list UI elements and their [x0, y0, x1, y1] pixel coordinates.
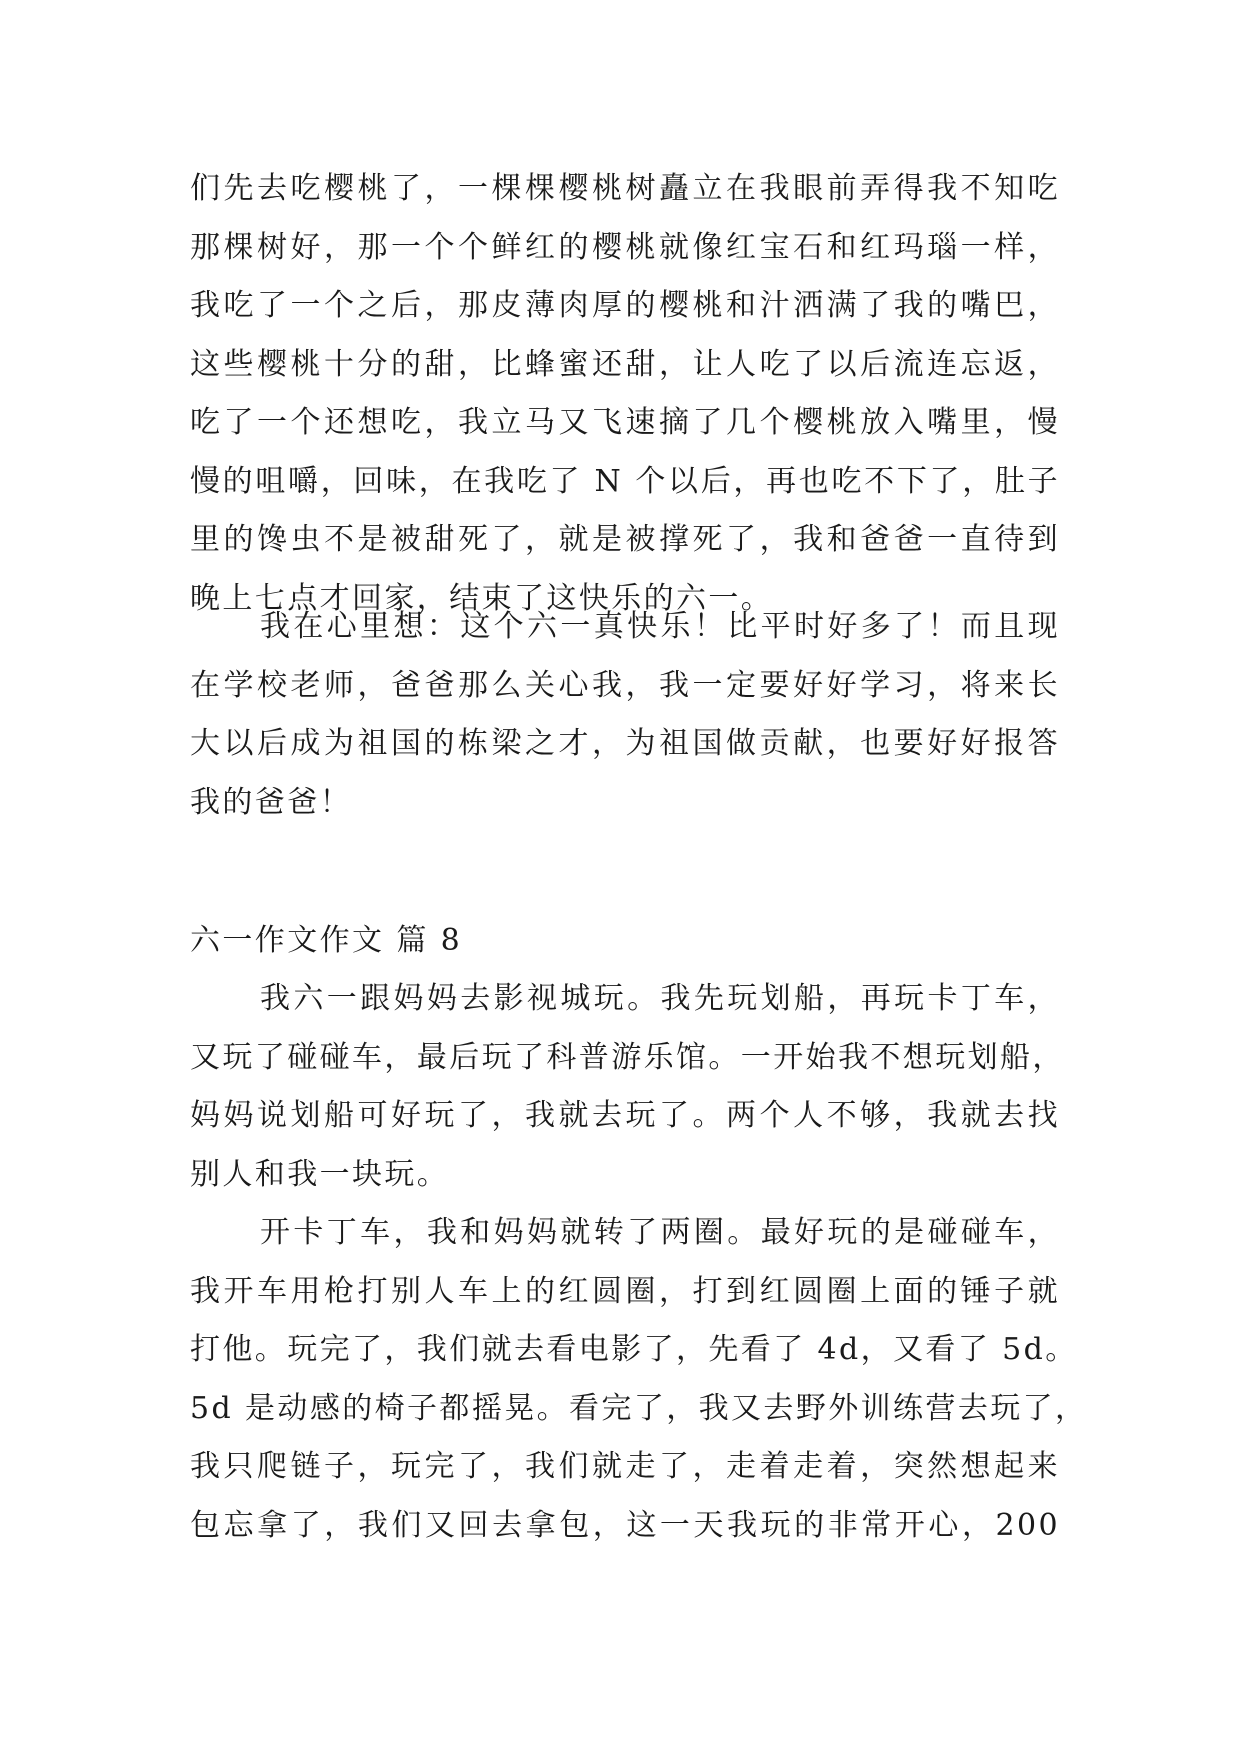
essay-paragraph: [190, 970, 1065, 1204]
essay-paragraph: [190, 1204, 1088, 1555]
paragraph-line: 我只爬链子，玩完了，我们就走了，走着走着，突然想起来: [190, 1449, 1060, 1484]
paragraph-line: 那棵树好，那一个个鲜红的樱桃就像红宝石和红玛瑙一样，: [190, 229, 1060, 265]
section-heading: 六一作文作文 篇 8: [190, 923, 463, 958]
paragraph-line: 别人和我一块玩。: [190, 1156, 450, 1192]
paragraph-line: 大以后成为祖国的栋梁之才，为祖国做贡献，也要好好报答: [190, 726, 1060, 761]
paragraph-line: 我的爸爸！: [190, 784, 352, 820]
paragraph-line: 晚上七点才回家，结束了这快乐的六一。: [190, 580, 774, 616]
paragraph-line: 包忘拿了，我们又回去拿包，这一天我玩的非常开心，200: [190, 1507, 1060, 1543]
paragraph-line: 里的馋虫不是被甜死了，就是被撑死了，我和爸爸一直待到: [190, 522, 1060, 557]
paragraph-line: 又玩了碰碰车，最后玩了科普游乐馆。一开始我不想玩划船，: [190, 1039, 1065, 1075]
paragraph-line: 这些樱桃十分的甜，比蜂蜜还甜，让人吃了以后流连忘返，: [190, 346, 1060, 382]
paragraph-line: 妈妈说划船可好玩了，我就去玩了。两个人不够，我就去找: [190, 1098, 1060, 1133]
paragraph-line: 5d 是动感的椅子都摇晃。看完了，我又去野外训练营去玩了，: [190, 1390, 1088, 1426]
paragraph-line: 我六一跟妈妈去影视城玩。我先玩划船，再玩卡丁车，: [260, 981, 1060, 1016]
paragraph-line: 在学校老师，爸爸那么关心我，我一定要好好学习，将来长: [190, 667, 1060, 703]
paragraph-line: 我吃了一个之后，那皮薄肉厚的樱桃和汁洒满了我的嘴巴，: [190, 288, 1060, 323]
paragraph-line: 开卡丁车，我和妈妈就转了两圈。最好玩的是碰碰车，: [260, 1215, 1060, 1250]
paragraph-line: 我在心里想：这个六一真快乐！比平时好多了！而且现: [260, 609, 1060, 644]
paragraph-line: 打他。玩完了，我们就去看电影了，先看了 4d，又看了 5d。: [190, 1332, 1078, 1367]
paragraph-line: 我开车用枪打别人车上的红圆圈，打到红圆圈上面的锤子就: [190, 1273, 1060, 1309]
closing-paragraph: [190, 598, 1060, 832]
paragraph-line: 吃了一个还想吃，我立马又飞速摘了几个樱桃放入嘴里，慢: [190, 405, 1060, 440]
paragraph-line: 们先去吃樱桃了，一棵棵樱桃树矗立在我眼前弄得我不知吃: [190, 171, 1060, 206]
continuation-paragraph: [190, 160, 1060, 628]
paragraph-line: 慢的咀嚼，回味，在我吃了 N 个以后，再也吃不下了，肚子: [190, 463, 1060, 499]
